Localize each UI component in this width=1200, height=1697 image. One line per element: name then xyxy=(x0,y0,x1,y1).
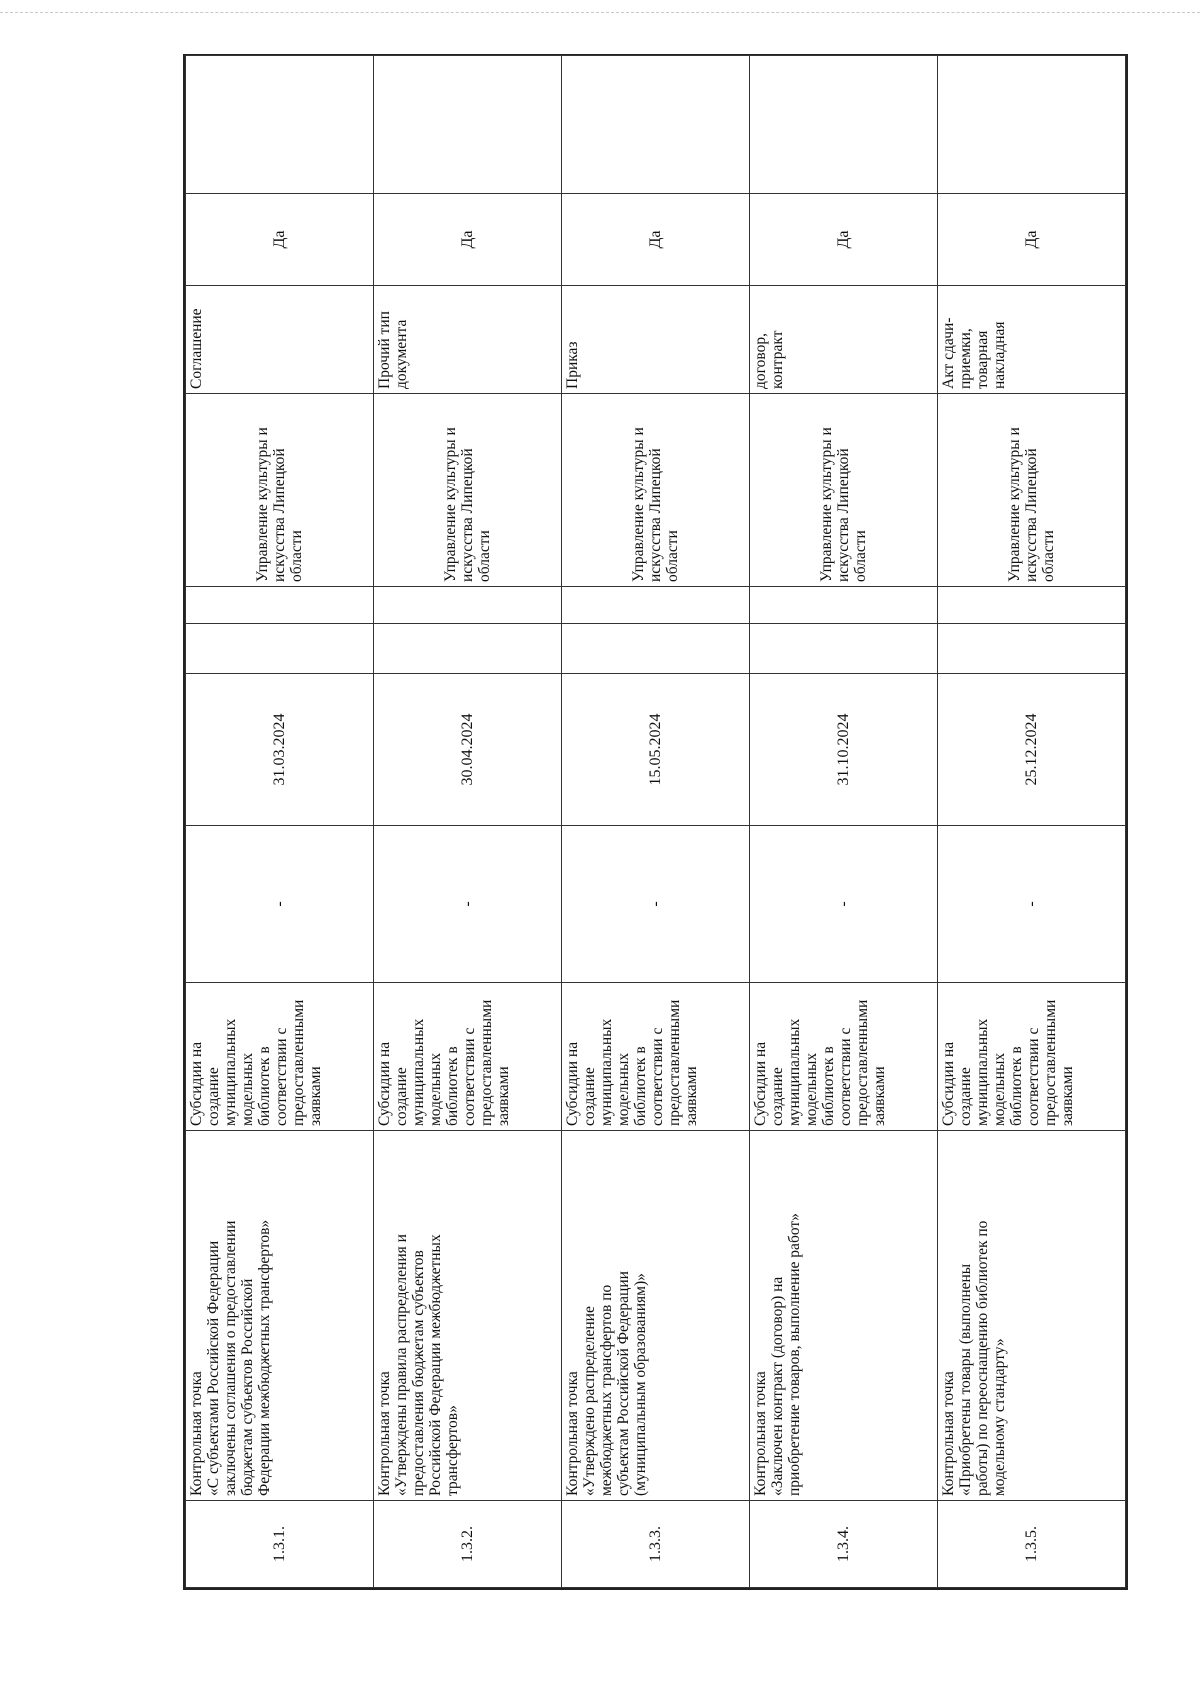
name-line: Контрольная точка xyxy=(752,1371,769,1496)
responsible-executor: Управление культуры и искусства Липецкой области xyxy=(186,394,374,587)
name-line: трансфертов» xyxy=(444,1405,461,1496)
empty-cell xyxy=(562,56,750,194)
name-line: «Утверждены правила распределения и xyxy=(393,1234,410,1496)
base-value: - xyxy=(562,826,750,983)
name-line: Контрольная точка xyxy=(376,1371,393,1496)
control-point-name xyxy=(186,1131,374,1501)
table-row xyxy=(562,56,750,1588)
empty-cell xyxy=(750,624,938,674)
name-line: модельному стандарту» xyxy=(991,1338,1008,1496)
document-type: договор, контракт xyxy=(750,286,938,394)
funding-source: Субсидии на создание муниципальных модельных библиотек в соответствии с предоставленными заявками xyxy=(750,983,938,1131)
confirmation-flag: Да xyxy=(750,194,938,286)
row-number: 1.3.3. xyxy=(562,1501,750,1588)
control-point-name xyxy=(750,1131,938,1501)
empty-cell xyxy=(750,56,938,194)
empty-cell xyxy=(750,587,938,624)
base-value: - xyxy=(938,826,1126,983)
name-line: субъектам Российской Федерации xyxy=(615,1271,632,1496)
due-date: 30.04.2024 xyxy=(374,674,562,826)
empty-cell xyxy=(374,587,562,624)
control-points-table xyxy=(185,55,1126,1588)
row-number: 1.3.1. xyxy=(186,1501,374,1588)
confirmation-flag: Да xyxy=(562,194,750,286)
name-line: «С субъектами Российской Федерации xyxy=(205,1240,222,1496)
funding-source: Субсидии на создание муниципальных модельных библиотек в соответствии с предоставленными заявками xyxy=(938,983,1126,1131)
funding-source: Субсидии на создание муниципальных модельных библиотек в соответствии с предоставленными заявками xyxy=(374,983,562,1131)
empty-cell xyxy=(186,56,374,194)
empty-cell xyxy=(938,56,1126,194)
document-type: Прочий тип документа xyxy=(374,286,562,394)
empty-cell xyxy=(186,624,374,674)
control-point-name xyxy=(938,1131,1126,1501)
row-number: 1.3.5. xyxy=(938,1501,1126,1588)
name-line: предоставления бюджетам субъектов xyxy=(410,1250,427,1496)
row-number: 1.3.2. xyxy=(374,1501,562,1588)
due-date: 25.12.2024 xyxy=(938,674,1126,826)
due-date: 15.05.2024 xyxy=(562,674,750,826)
due-date: 31.10.2024 xyxy=(750,674,938,826)
name-line: «Утверждено распределение xyxy=(581,1306,598,1496)
funding-source: Субсидии на создание муниципальных модельных библиотек в соответствии с предоставленными заявками xyxy=(562,983,750,1131)
responsible-executor: Управление культуры и искусства Липецкой области xyxy=(750,394,938,587)
document-type: Приказ xyxy=(562,286,750,394)
name-line: (муниципальным образованиям)» xyxy=(632,1273,649,1496)
confirmation-flag: Да xyxy=(938,194,1126,286)
scan-edge-line xyxy=(0,12,1200,13)
empty-cell xyxy=(186,587,374,624)
responsible-executor: Управление культуры и искусства Липецкой области xyxy=(374,394,562,587)
table-row xyxy=(374,56,562,1588)
base-value: - xyxy=(186,826,374,983)
empty-cell xyxy=(374,624,562,674)
table-frame xyxy=(183,54,1128,1590)
empty-cell xyxy=(374,56,562,194)
name-line: приобретение товаров, выполнение работ» xyxy=(786,1213,803,1496)
table-row xyxy=(750,56,938,1588)
confirmation-flag: Да xyxy=(374,194,562,286)
base-value: - xyxy=(750,826,938,983)
empty-cell xyxy=(938,624,1126,674)
name-line: межбюджетных трансфертов по xyxy=(598,1284,615,1496)
name-line: Федерации межбюджетных трансфертов» xyxy=(256,1219,273,1496)
name-line: Российской Федерации межбюджетных xyxy=(427,1234,444,1496)
name-line: «Приобретены товары (выполнены xyxy=(957,1263,974,1496)
control-point-name xyxy=(562,1131,750,1501)
document-type: Акт сдачи-приемки, товарная накладная xyxy=(938,286,1126,394)
responsible-executor: Управление культуры и искусства Липецкой области xyxy=(938,394,1126,587)
row-number: 1.3.4. xyxy=(750,1501,938,1588)
empty-cell xyxy=(562,624,750,674)
base-value: - xyxy=(374,826,562,983)
name-line: бюджетам субъектов Российской xyxy=(239,1278,256,1496)
table-row xyxy=(186,56,374,1588)
empty-cell xyxy=(938,587,1126,624)
rotated-page xyxy=(185,56,1126,1588)
document-type: Соглашение xyxy=(186,286,374,394)
control-point-name xyxy=(374,1131,562,1501)
name-line: Контрольная точка xyxy=(188,1371,205,1496)
name-line: Контрольная точка xyxy=(940,1371,957,1496)
name-line: Контрольная точка xyxy=(564,1371,581,1496)
confirmation-flag: Да xyxy=(186,194,374,286)
name-line: «Заключен контракт (договор) на xyxy=(769,1276,786,1496)
name-line: заключены соглашения о предоставлении xyxy=(222,1220,239,1496)
due-date: 31.03.2024 xyxy=(186,674,374,826)
funding-source: Субсидии на создание муниципальных модельных библиотек в соответствии с предоставленными заявками xyxy=(186,983,374,1131)
table-row xyxy=(938,56,1126,1588)
name-line: работы) по переоснащению библиотек по xyxy=(974,1220,991,1496)
empty-cell xyxy=(562,587,750,624)
responsible-executor: Управление культуры и искусства Липецкой области xyxy=(562,394,750,587)
